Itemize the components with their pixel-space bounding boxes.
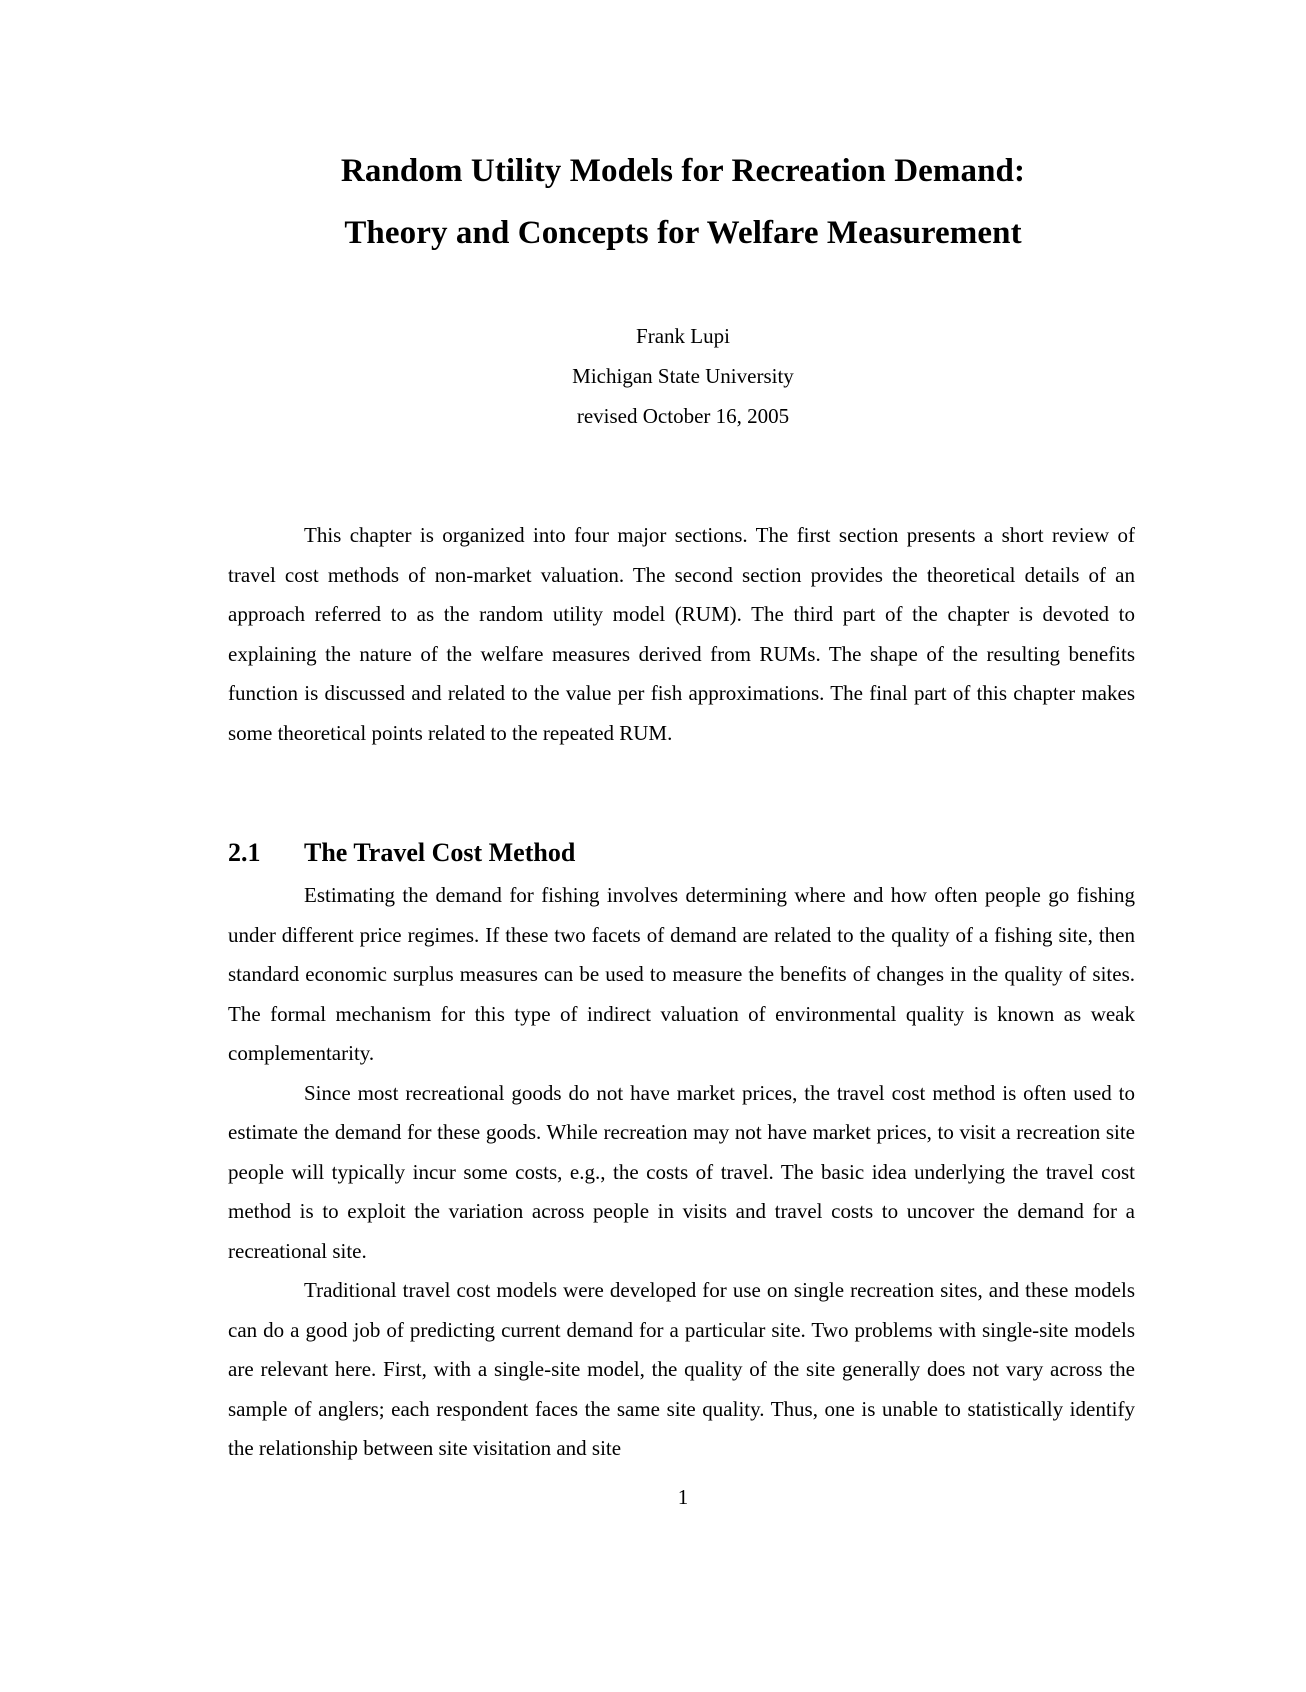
section-heading <box>228 833 575 873</box>
section-number: 2.1 <box>228 838 261 867</box>
body-paragraph: Estimating the demand for fishing involves determining where and how often people go fishing under different price regimes. If these two facets of demand are related to the quality of a fishing site, then standard economic surplus measures can be used to measure the benefits of changes in the quality of sites. The formal mechanism for this type of indirect valuation of environmental quality is known as weak complementarity. <box>228 883 1135 1065</box>
revision-date: revised October 16, 2005 <box>576 404 790 428</box>
title-line-1: Random Utility Models for Recreation Demand: <box>340 153 1026 189</box>
body-paragraph: Since most recreational goods do not have market prices, the travel cost method is often used to estimate the demand for these goods. While recreation may not have market prices, to visit a recreation site people will typically incur some costs, e.g., the costs of travel. The basic idea underlying the travel cost method is to exploit the variation across people in visits and travel costs to uncover the demand for a recreational site. <box>228 1080 1135 1263</box>
author-affiliation: Michigan State University <box>572 364 794 388</box>
intro-section <box>228 516 1135 753</box>
author-block <box>0 316 1306 436</box>
document-title <box>0 140 1306 264</box>
page-number: 1 <box>677 1485 689 1509</box>
section-title: The Travel Cost Method <box>304 838 576 867</box>
intro-paragraph: This chapter is organized into four major sections. The first section presents a short review of travel cost methods of non-market valuation. The second section provides the theoretical details of an approach referred to as the random utility model (RUM). The third part of the chapter is devoted to explaining the nature of the welfare measures derived from RUMs. The shape of the resulting benefits function is discussed and related to the value per fish approximations. The final part of this chapter makes some theoretical points related to the repeated RUM. <box>228 523 1135 745</box>
section-body <box>228 876 1135 1469</box>
body-paragraph: Traditional travel cost models were developed for use on single recreation sites, and these models can do a good job of predicting current demand for a particular site. Two problems with single-site models are relevant here. First, with a single-site model, the quality of the site generally does not vary across the sample of anglers; each respondent faces the same site quality. Thus, one is unable to statistically identify the relationship between site visitation and site <box>228 1278 1135 1460</box>
title-line-2: Theory and Concepts for Welfare Measurement <box>344 215 1022 251</box>
author-name: Frank Lupi <box>636 324 730 348</box>
